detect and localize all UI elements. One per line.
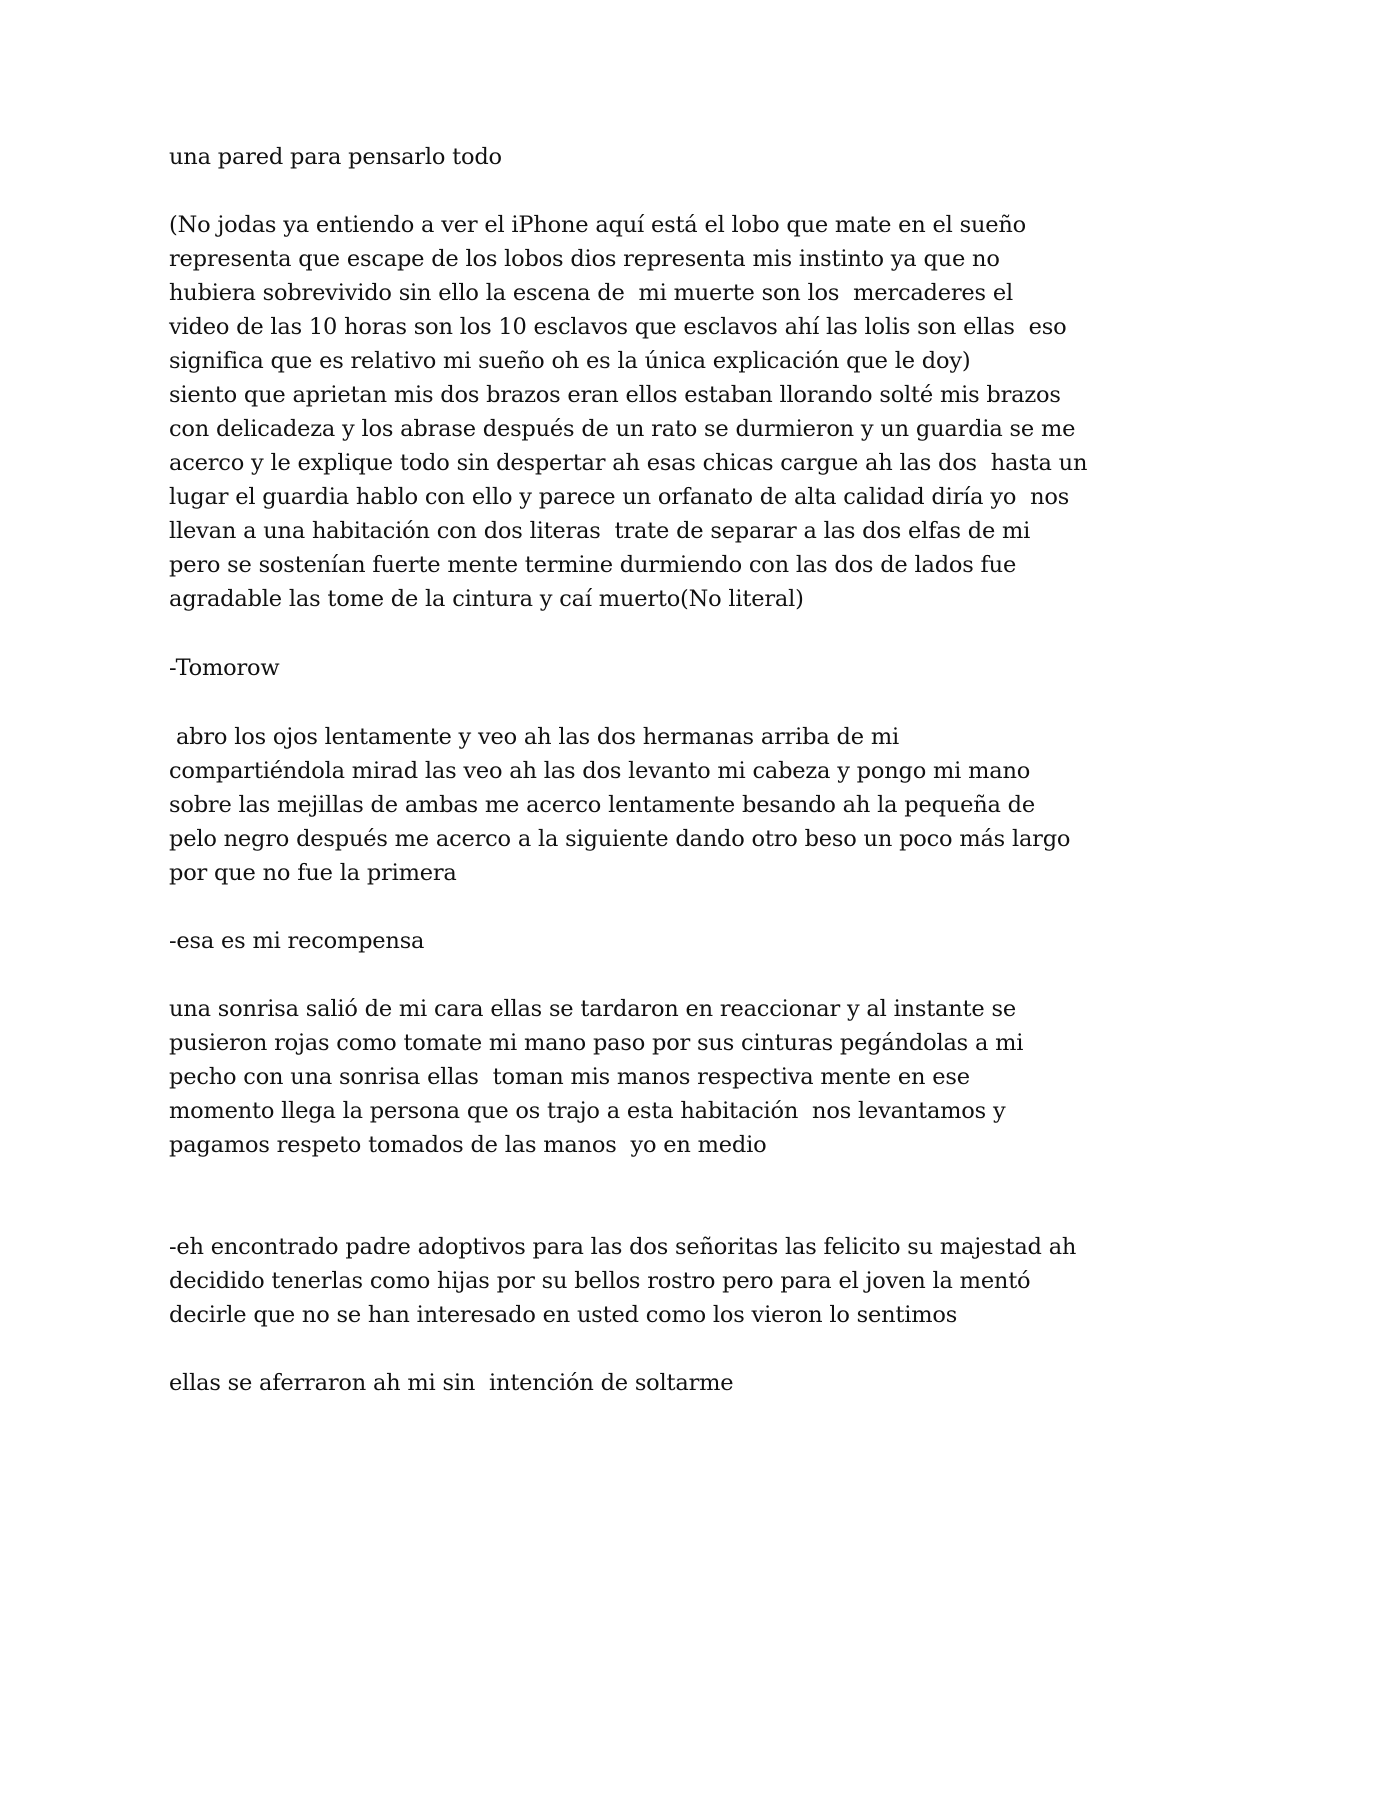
text-line: hubiera sobrevivido sin ello la escena de mi muerte son los mercaderes el — [169, 280, 1013, 306]
text-line: video de las 10 horas son los 10 esclavos que esclavos ahí las lolis son ellas eso — [169, 314, 1067, 340]
text-line: pagamos respeto tomados de las manos yo en medio — [169, 1132, 767, 1158]
text-line: una sonrisa salió de mi cara ellas se tardaron en reaccionar y al instante se — [169, 996, 1016, 1022]
paragraph-4 — [169, 720, 1069, 890]
paragraph-8 — [169, 1366, 1069, 1400]
text-line: siento que aprietan mis dos brazos eran ellos estaban llorando solté mis brazos — [169, 382, 1061, 408]
text-line: momento llega la persona que os trajo a esta habitación nos levantamos y — [169, 1098, 1006, 1124]
text-line: decidido tenerlas como hijas por su bellos rostro pero para el joven la mentó — [169, 1268, 1031, 1294]
text-line: ellas se aferraron ah mi sin intención de soltarme — [169, 1370, 734, 1396]
text-line: llevan a una habitación con dos literas trate de separar a las dos elfas de mi — [169, 518, 1031, 544]
text-line: significa que es relativo mi sueño oh es la única explicación que le doy) — [169, 348, 971, 374]
paragraph-3 — [169, 651, 1069, 685]
text-line: decirle que no se han interesado en usted como los vieron lo sentimos — [169, 1302, 958, 1328]
text-line: compartiéndola mirad las veo ah las dos levanto mi cabeza y pongo mi mano — [169, 758, 1031, 784]
text-line: -esa es mi recompensa — [169, 928, 425, 954]
text-line: -Tomorow — [169, 655, 280, 681]
text-line: representa que escape de los lobos dios representa mis instinto ya que no — [169, 246, 1000, 272]
paragraph-1 — [169, 140, 1069, 174]
paragraph-5 — [169, 924, 1069, 958]
text-line: (No jodas ya entiendo a ver el iPhone aquí está el lobo que mate en el sueño — [169, 212, 1026, 238]
paragraph-7 — [169, 1230, 1077, 1332]
text-line: agradable las tome de la cintura y caí muerto(No literal) — [169, 586, 804, 612]
paragraph-2 — [169, 208, 1088, 616]
text-line: con delicadeza y los abrase después de un rato se durmieron y un guardia se me — [169, 416, 1076, 442]
text-line: pusieron rojas como tomate mi mano paso por sus cinturas pegándolas a mi — [169, 1030, 1024, 1056]
text-line: acerco y le explique todo sin despertar ah esas chicas cargue ah las dos hasta un — [169, 450, 1088, 476]
text-line: una pared para pensarlo todo — [169, 144, 502, 170]
text-line: abro los ojos lentamente y veo ah las dos hermanas arriba de mi — [169, 724, 899, 750]
text-line: pero se sostenían fuerte mente termine durmiendo con las dos de lados fue — [169, 552, 1017, 578]
text-line: pelo negro después me acerco a la siguiente dando otro beso un poco más largo — [169, 826, 1071, 852]
text-line: -eh encontrado padre adoptivos para las dos señoritas las felicito su majestad ah — [169, 1234, 1077, 1260]
text-line: pecho con una sonrisa ellas toman mis manos respectiva mente en ese — [169, 1064, 970, 1090]
paragraph-6 — [169, 992, 1069, 1162]
text-line: por que no fue la primera — [169, 860, 457, 886]
text-line: sobre las mejillas de ambas me acerco lentamente besando ah la pequeña de — [169, 792, 1035, 818]
text-line: lugar el guardia hablo con ello y parece un orfanato de alta calidad diría yo nos — [169, 484, 1070, 510]
